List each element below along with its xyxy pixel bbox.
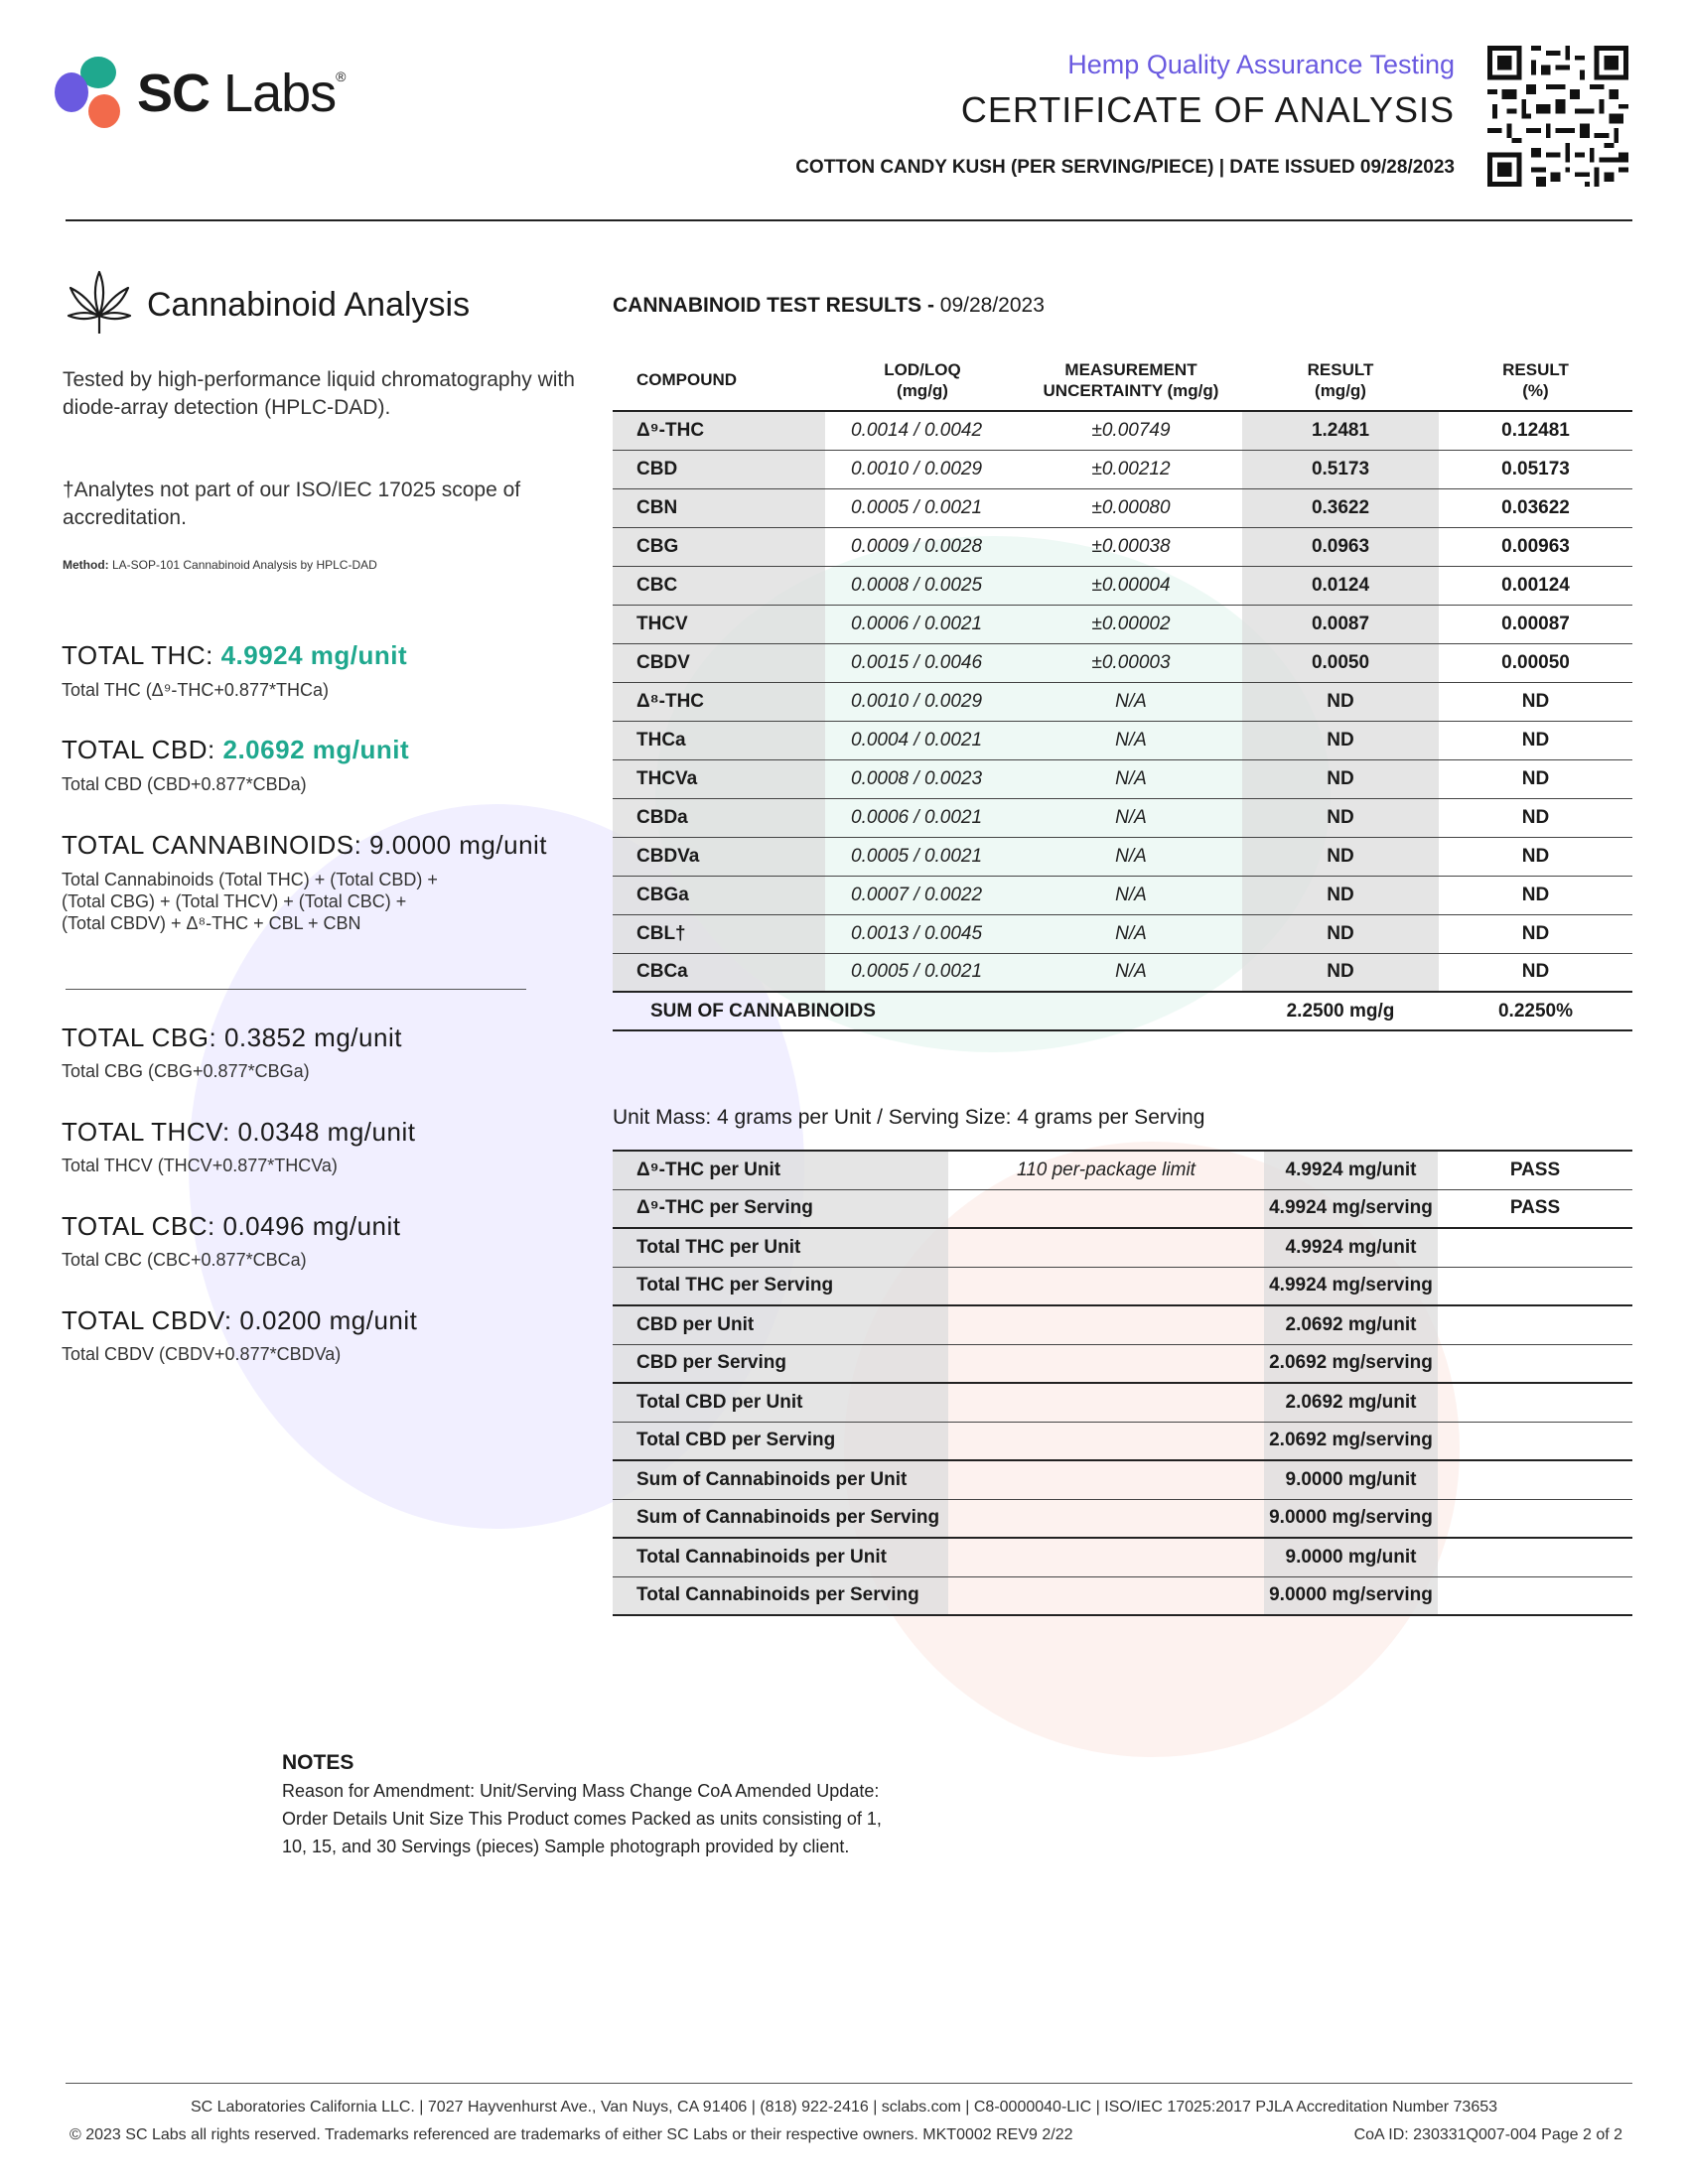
compound-cell: CBCa: [613, 953, 825, 992]
metric-cell: Δ⁹-THC per Unit: [613, 1151, 948, 1189]
metric-cell: Δ⁹-THC per Serving: [613, 1189, 948, 1228]
status-cell: [1438, 1576, 1632, 1615]
qr-code-icon: [1487, 46, 1628, 187]
status-cell: PASS: [1438, 1189, 1632, 1228]
lod-loq-cell: 0.0005 / 0.0021: [825, 837, 1020, 876]
result-pct-cell: ND: [1439, 953, 1632, 992]
value-cell: 9.0000 mg/serving: [1264, 1499, 1438, 1538]
product-date-line: COTTON CANDY KUSH (PER SERVING/PIECE) | DATE ISSUED 09/28/2023: [795, 157, 1455, 178]
compound-cell: Δ⁸-THC: [613, 682, 825, 721]
value-cell: 2.0692 mg/serving: [1264, 1344, 1438, 1383]
total-cbd-formula: Total CBD (CBD+0.877*CBDa): [62, 774, 307, 794]
result-pct-cell: ND: [1439, 721, 1632, 759]
compound-cell: CBDVa: [613, 837, 825, 876]
left-divider: [66, 989, 526, 990]
table-row: [613, 721, 1632, 759]
result-pct-cell: ND: [1439, 914, 1632, 953]
footer-coa-id: CoA ID: 230331Q007-004 Page 2 of 2: [1353, 2126, 1622, 2143]
unit-row: [613, 1576, 1632, 1615]
value-cell: 2.0692 mg/unit: [1264, 1383, 1438, 1422]
status-cell: [1438, 1344, 1632, 1383]
table-row: [613, 643, 1632, 682]
lod-loq-cell: 0.0015 / 0.0046: [825, 643, 1020, 682]
value-cell: 4.9924 mg/serving: [1264, 1189, 1438, 1228]
value-cell: 4.9924 mg/serving: [1264, 1267, 1438, 1305]
col-result-pct: RESULT (%): [1439, 349, 1632, 411]
table-header-row: [613, 349, 1632, 411]
result-mg-cell: ND: [1242, 798, 1439, 837]
status-cell: PASS: [1438, 1151, 1632, 1189]
header-subtitle: Hemp Quality Assurance Testing: [1067, 50, 1455, 79]
result-mg-cell: 0.0963: [1242, 527, 1439, 566]
metric-cell: Total CBD per Serving: [613, 1422, 948, 1460]
sum-pct: 0.2250%: [1439, 992, 1632, 1030]
col-compound: COMPOUND: [613, 349, 825, 411]
result-mg-cell: 0.0124: [1242, 566, 1439, 605]
total-thcv-heading: TOTAL THCV: 0.0348 mg/unit: [62, 1117, 416, 1147]
uncertainty-cell: N/A: [1020, 721, 1242, 759]
table-row: [613, 605, 1632, 643]
unit-row: [613, 1460, 1632, 1499]
uncertainty-cell: N/A: [1020, 759, 1242, 798]
uncertainty-cell: ±0.00002: [1020, 605, 1242, 643]
result-mg-cell: 0.3622: [1242, 488, 1439, 527]
lod-loq-cell: 0.0005 / 0.0021: [825, 488, 1020, 527]
uncertainty-cell: ±0.00212: [1020, 450, 1242, 488]
sum-mg: 2.2500 mg/g: [1242, 992, 1439, 1030]
limit-cell: [948, 1383, 1264, 1422]
total-cbdv-formula: Total CBDV (CBDV+0.877*CBDVa): [62, 1344, 342, 1364]
lod-loq-cell: 0.0007 / 0.0022: [825, 876, 1020, 914]
status-cell: [1438, 1499, 1632, 1538]
uncertainty-cell: N/A: [1020, 798, 1242, 837]
result-mg-cell: 0.0087: [1242, 605, 1439, 643]
lod-loq-cell: 0.0004 / 0.0021: [825, 721, 1020, 759]
compound-cell: THCVa: [613, 759, 825, 798]
logo-dots-icon: [55, 55, 129, 134]
total-cbc-formula: Total CBC (CBC+0.877*CBCa): [62, 1250, 307, 1270]
limit-cell: [948, 1344, 1264, 1383]
lod-loq-cell: 0.0009 / 0.0028: [825, 527, 1020, 566]
value-cell: 9.0000 mg/unit: [1264, 1460, 1438, 1499]
unit-mass-title: Unit Mass: 4 grams per Unit / Serving Size: 4 grams per Serving: [613, 1106, 1205, 1129]
metric-cell: Total THC per Unit: [613, 1228, 948, 1267]
compound-cell: CBGa: [613, 876, 825, 914]
value-cell: 2.0692 mg/serving: [1264, 1422, 1438, 1460]
unit-row: [613, 1499, 1632, 1538]
metric-cell: Sum of Cannabinoids per Unit: [613, 1460, 948, 1499]
limit-cell: [948, 1576, 1264, 1615]
metric-cell: Sum of Cannabinoids per Serving: [613, 1499, 948, 1538]
lod-loq-cell: 0.0010 / 0.0029: [825, 682, 1020, 721]
metric-cell: Total Cannabinoids per Unit: [613, 1538, 948, 1576]
total-thc-formula: Total THC (Δ⁹-THC+0.877*THCa): [62, 680, 329, 700]
result-mg-cell: ND: [1242, 721, 1439, 759]
status-cell: [1438, 1228, 1632, 1267]
compound-cell: THCa: [613, 721, 825, 759]
compound-cell: CBD: [613, 450, 825, 488]
notes-heading: NOTES: [282, 1751, 354, 1774]
method-line: Method: LA-SOP-101 Cannabinoid Analysis by HPLC-DAD: [63, 558, 377, 572]
table-row: [613, 876, 1632, 914]
total-thcv-formula: Total THCV (THCV+0.877*THCVa): [62, 1156, 338, 1175]
result-mg-cell: ND: [1242, 759, 1439, 798]
uncertainty-cell: N/A: [1020, 914, 1242, 953]
result-pct-cell: 0.12481: [1439, 411, 1632, 450]
unit-row: [613, 1422, 1632, 1460]
metric-cell: Total Cannabinoids per Serving: [613, 1576, 948, 1615]
result-pct-cell: ND: [1439, 876, 1632, 914]
status-cell: [1438, 1422, 1632, 1460]
uncertainty-cell: ±0.00003: [1020, 643, 1242, 682]
unit-row: [613, 1538, 1632, 1576]
limit-cell: 110 per-package limit: [948, 1151, 1264, 1189]
status-cell: [1438, 1267, 1632, 1305]
cannabinoid-analysis-heading: [65, 268, 581, 338]
table-row: [613, 682, 1632, 721]
lod-loq-cell: 0.0006 / 0.0021: [825, 605, 1020, 643]
compound-cell: CBG: [613, 527, 825, 566]
status-cell: [1438, 1383, 1632, 1422]
metric-cell: Total CBD per Unit: [613, 1383, 948, 1422]
unit-row: [613, 1189, 1632, 1228]
scope-note: †Analytes not part of our ISO/IEC 17025 scope of accreditation.: [63, 478, 521, 529]
total-cbg-formula: Total CBG (CBG+0.877*CBGa): [62, 1061, 310, 1081]
compound-cell: CBL†: [613, 914, 825, 953]
result-pct-cell: ND: [1439, 759, 1632, 798]
table-row: [613, 837, 1632, 876]
limit-cell: [948, 1267, 1264, 1305]
result-mg-cell: 0.5173: [1242, 450, 1439, 488]
compound-cell: Δ⁹-THC: [613, 411, 825, 450]
lod-loq-cell: 0.0008 / 0.0023: [825, 759, 1020, 798]
result-pct-cell: 0.00963: [1439, 527, 1632, 566]
table-row: [613, 527, 1632, 566]
uncertainty-cell: N/A: [1020, 837, 1242, 876]
lod-loq-cell: 0.0008 / 0.0025: [825, 566, 1020, 605]
result-pct-cell: 0.00050: [1439, 643, 1632, 682]
lod-loq-cell: 0.0013 / 0.0045: [825, 914, 1020, 953]
total-cbd-heading: TOTAL CBD: 2.0692 mg/unit: [62, 735, 410, 764]
sum-label: SUM OF CANNABINOIDS: [613, 992, 1242, 1030]
limit-cell: [948, 1460, 1264, 1499]
unit-row: [613, 1228, 1632, 1267]
limit-cell: [948, 1538, 1264, 1576]
total-cannabinoids-heading: TOTAL CANNABINOIDS: 9.0000 mg/unit: [62, 830, 548, 860]
result-mg-cell: 1.2481: [1242, 411, 1439, 450]
total-cbc-heading: TOTAL CBC: 0.0496 mg/unit: [62, 1211, 401, 1241]
result-mg-cell: ND: [1242, 876, 1439, 914]
unit-row: [613, 1344, 1632, 1383]
uncertainty-cell: ±0.00080: [1020, 488, 1242, 527]
uncertainty-cell: ±0.00038: [1020, 527, 1242, 566]
sum-row: [613, 992, 1632, 1030]
uncertainty-cell: ±0.00004: [1020, 566, 1242, 605]
uncertainty-cell: N/A: [1020, 953, 1242, 992]
unit-row: [613, 1305, 1632, 1344]
limit-cell: [948, 1499, 1264, 1538]
notes-body: Reason for Amendment: Unit/Serving Mass Change CoA Amended Update: Order Details Unit Size This Product comes Packed as units consisting of 1, 10, 15, and 30 Servings (pieces) Sample photograph provided by client.: [282, 1781, 882, 1856]
header-divider: [66, 219, 1632, 221]
method-description: Tested by high-performance liquid chromatography with diode-array detection (HPLC-DAD).: [63, 368, 575, 419]
result-mg-cell: ND: [1242, 837, 1439, 876]
unit-mass-table: [613, 1150, 1632, 1616]
section-title: Cannabinoid Analysis: [147, 286, 471, 324]
compound-cell: CBDa: [613, 798, 825, 837]
result-pct-cell: ND: [1439, 837, 1632, 876]
result-pct-cell: 0.00087: [1439, 605, 1632, 643]
col-uncertainty: MEASUREMENT UNCERTAINTY (mg/g): [1020, 349, 1242, 411]
limit-cell: [948, 1189, 1264, 1228]
unit-row: [613, 1267, 1632, 1305]
value-cell: 4.9924 mg/unit: [1264, 1228, 1438, 1267]
footer-copyright: © 2023 SC Labs all rights reserved. Trademarks referenced are trademarks of either SC Labs or their respective owners. MKT0002 REV9 2/22: [70, 2126, 1073, 2143]
metric-cell: CBD per Serving: [613, 1344, 948, 1383]
unit-row: [613, 1151, 1632, 1189]
uncertainty-cell: ±0.00749: [1020, 411, 1242, 450]
limit-cell: [948, 1422, 1264, 1460]
total-cbdv-heading: TOTAL CBDV: 0.0200 mg/unit: [62, 1305, 418, 1335]
footer-divider: [66, 2083, 1632, 2084]
status-cell: [1438, 1460, 1632, 1499]
lod-loq-cell: 0.0010 / 0.0029: [825, 450, 1020, 488]
lod-loq-cell: 0.0006 / 0.0021: [825, 798, 1020, 837]
col-lod-loq: LOD/LOQ (mg/g): [825, 349, 1020, 411]
table-row: [613, 798, 1632, 837]
table-row: [613, 759, 1632, 798]
page-title: CERTIFICATE OF ANALYSIS: [960, 89, 1455, 130]
total-thc-heading: TOTAL THC: 4.9924 mg/unit: [62, 640, 408, 670]
table-row: [613, 566, 1632, 605]
table-row: [613, 914, 1632, 953]
results-title: CANNABINOID TEST RESULTS - 09/28/2023: [613, 294, 1045, 317]
result-pct-cell: 0.03622: [1439, 488, 1632, 527]
total-cbg-heading: TOTAL CBG: 0.3852 mg/unit: [62, 1023, 402, 1052]
result-pct-cell: ND: [1439, 682, 1632, 721]
limit-cell: [948, 1305, 1264, 1344]
value-cell: 2.0692 mg/unit: [1264, 1305, 1438, 1344]
logo-wordmark: SC Labs®: [137, 64, 346, 123]
result-pct-cell: 0.05173: [1439, 450, 1632, 488]
table-row: [613, 450, 1632, 488]
lod-loq-cell: 0.0005 / 0.0021: [825, 953, 1020, 992]
limit-cell: [948, 1228, 1264, 1267]
compound-cell: CBC: [613, 566, 825, 605]
result-mg-cell: ND: [1242, 682, 1439, 721]
uncertainty-cell: N/A: [1020, 876, 1242, 914]
metric-cell: CBD per Unit: [613, 1305, 948, 1344]
compound-cell: THCV: [613, 605, 825, 643]
footer-address: SC Laboratories California LLC. | 7027 Hayvenhurst Ave., Van Nuys, CA 91406 | (818) 922-2416 | sclabs.com | C8-0000040-LIC | ISO/IEC 17025:2017 PJLA Accreditation Number 73653: [190, 2099, 1498, 2116]
col-result-mg: RESULT (mg/g): [1242, 349, 1439, 411]
uncertainty-cell: N/A: [1020, 682, 1242, 721]
total-cannabinoids-formula: Total Cannabinoids (Total THC) + (Total CBD) + (Total CBG) + (Total THCV) + (Total CBC) + (Total CBDV) + Δ⁸-THC + CBL + CBN: [62, 870, 438, 933]
table-row: [613, 488, 1632, 527]
table-row: [613, 953, 1632, 992]
unit-row: [613, 1383, 1632, 1422]
result-mg-cell: ND: [1242, 953, 1439, 992]
cannabis-leaf-icon: [65, 268, 134, 336]
result-pct-cell: ND: [1439, 798, 1632, 837]
value-cell: 9.0000 mg/serving: [1264, 1576, 1438, 1615]
value-cell: 4.9924 mg/unit: [1264, 1151, 1438, 1189]
cannabinoid-results-table: [613, 349, 1632, 1031]
lod-loq-cell: 0.0014 / 0.0042: [825, 411, 1020, 450]
result-pct-cell: 0.00124: [1439, 566, 1632, 605]
result-mg-cell: ND: [1242, 914, 1439, 953]
compound-cell: CBDV: [613, 643, 825, 682]
status-cell: [1438, 1305, 1632, 1344]
compound-cell: CBN: [613, 488, 825, 527]
table-row: [613, 411, 1632, 450]
value-cell: 9.0000 mg/unit: [1264, 1538, 1438, 1576]
status-cell: [1438, 1538, 1632, 1576]
metric-cell: Total THC per Serving: [613, 1267, 948, 1305]
result-mg-cell: 0.0050: [1242, 643, 1439, 682]
sc-labs-logo: [55, 55, 372, 134]
